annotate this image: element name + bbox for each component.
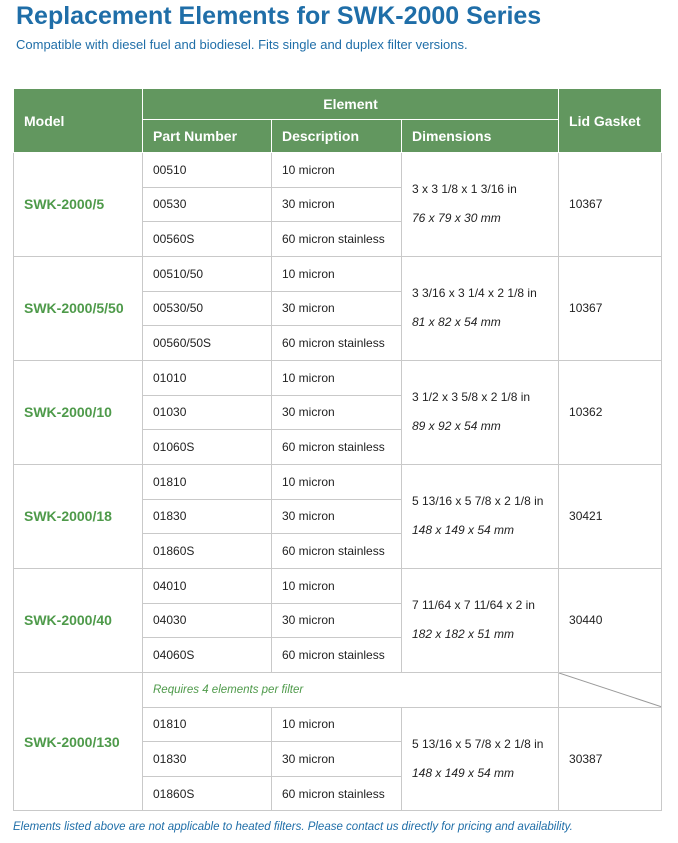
part-description: 10 micron [272, 707, 402, 742]
table-body [14, 153, 662, 811]
header-element: Element [143, 89, 559, 120]
part-number: 01810 [143, 707, 272, 742]
lid-gasket: 10367 [559, 153, 662, 257]
part-number: 00530/50 [143, 291, 272, 326]
empty-gasket-cell [559, 672, 662, 707]
dimensions-inches: 3 x 3 1/8 x 1 3/16 in [412, 182, 517, 197]
footer-note: Elements listed above are not applicable to heated filters. Please contact us directly for pricing and availability. [13, 821, 573, 833]
part-description: 10 micron [272, 256, 402, 291]
part-number: 04030 [143, 603, 272, 638]
header-dimensions: Dimensions [402, 120, 559, 153]
part-description: 10 micron [272, 568, 402, 603]
part-number: 00510/50 [143, 256, 272, 291]
part-description: 30 micron [272, 499, 402, 534]
dimensions-inches: 7 11/64 x 7 11/64 x 2 in [412, 598, 535, 613]
table-row [14, 256, 662, 291]
part-description: 60 micron stainless [272, 534, 402, 569]
part-description: 60 micron stainless [272, 638, 402, 673]
lid-gasket: 30421 [559, 464, 662, 568]
dimensions-mm: 89 x 92 x 54 mm [412, 419, 501, 434]
part-number: 00560S [143, 222, 272, 257]
group-note: Requires 4 elements per filter [143, 672, 559, 707]
part-description: 10 micron [272, 464, 402, 499]
header-part-number: Part Number [143, 120, 272, 153]
model-name: SWK-2000/130 [14, 672, 143, 811]
part-description: 30 micron [272, 395, 402, 430]
dimensions-inches: 5 13/16 x 5 7/8 x 2 1/8 in [412, 736, 544, 751]
part-description: 30 micron [272, 742, 402, 777]
dimensions [402, 360, 559, 464]
part-description: 60 micron stainless [272, 776, 402, 811]
part-description: 60 micron stainless [272, 222, 402, 257]
dimensions-mm: 148 x 149 x 54 mm [412, 523, 515, 538]
model-name: SWK-2000/40 [14, 568, 143, 672]
dimensions-inches: 3 3/16 x 3 1/4 x 2 1/8 in [412, 286, 537, 301]
part-number: 01060S [143, 430, 272, 465]
part-number: 04010 [143, 568, 272, 603]
part-number: 00510 [143, 153, 272, 188]
part-description: 60 micron stainless [272, 326, 402, 361]
table-row [14, 153, 662, 188]
page-subtitle: Compatible with diesel fuel and biodiesel. Fits single and duplex filter versions. [16, 37, 468, 52]
part-number: 04060S [143, 638, 272, 673]
table-row [14, 464, 662, 499]
dimensions [402, 568, 559, 672]
header-model: Model [14, 89, 143, 153]
part-description: 10 micron [272, 360, 402, 395]
part-number: 01030 [143, 395, 272, 430]
part-number: 01860S [143, 534, 272, 569]
model-name: SWK-2000/10 [14, 360, 143, 464]
dimensions-mm: 76 x 79 x 30 mm [412, 211, 501, 226]
dimensions-inches: 5 13/16 x 5 7/8 x 2 1/8 in [412, 494, 544, 509]
part-number: 01830 [143, 499, 272, 534]
dimensions [402, 153, 559, 257]
part-description: 30 micron [272, 187, 402, 222]
header-lid-gasket: Lid Gasket [559, 89, 662, 153]
dimensions-mm: 81 x 82 x 54 mm [412, 315, 501, 330]
table-row [14, 360, 662, 395]
model-name: SWK-2000/5/50 [14, 256, 143, 360]
dimensions [402, 464, 559, 568]
page-title: Replacement Elements for SWK-2000 Series [16, 2, 542, 30]
part-number: 01010 [143, 360, 272, 395]
lid-gasket: 10362 [559, 360, 662, 464]
part-number: 01810 [143, 464, 272, 499]
table-row [14, 672, 662, 707]
part-description: 10 micron [272, 153, 402, 188]
table-row [14, 568, 662, 603]
part-number: 00560/50S [143, 326, 272, 361]
dimensions-mm: 148 x 149 x 54 mm [412, 765, 515, 780]
dimensions-mm: 182 x 182 x 51 mm [412, 627, 515, 642]
dimensions [402, 707, 559, 811]
part-description: 60 micron stainless [272, 430, 402, 465]
dimensions-inches: 3 1/2 x 3 5/8 x 2 1/8 in [412, 390, 531, 405]
part-number: 00530 [143, 187, 272, 222]
part-number: 01860S [143, 776, 272, 811]
part-number: 01830 [143, 742, 272, 777]
lid-gasket: 30440 [559, 568, 662, 672]
model-name: SWK-2000/18 [14, 464, 143, 568]
model-name: SWK-2000/5 [14, 153, 143, 257]
dimensions [402, 256, 559, 360]
lid-gasket: 30387 [559, 707, 662, 811]
part-description: 30 micron [272, 291, 402, 326]
header-description: Description [272, 120, 402, 153]
replacement-elements-table [13, 88, 662, 811]
part-description: 30 micron [272, 603, 402, 638]
lid-gasket: 10367 [559, 256, 662, 360]
